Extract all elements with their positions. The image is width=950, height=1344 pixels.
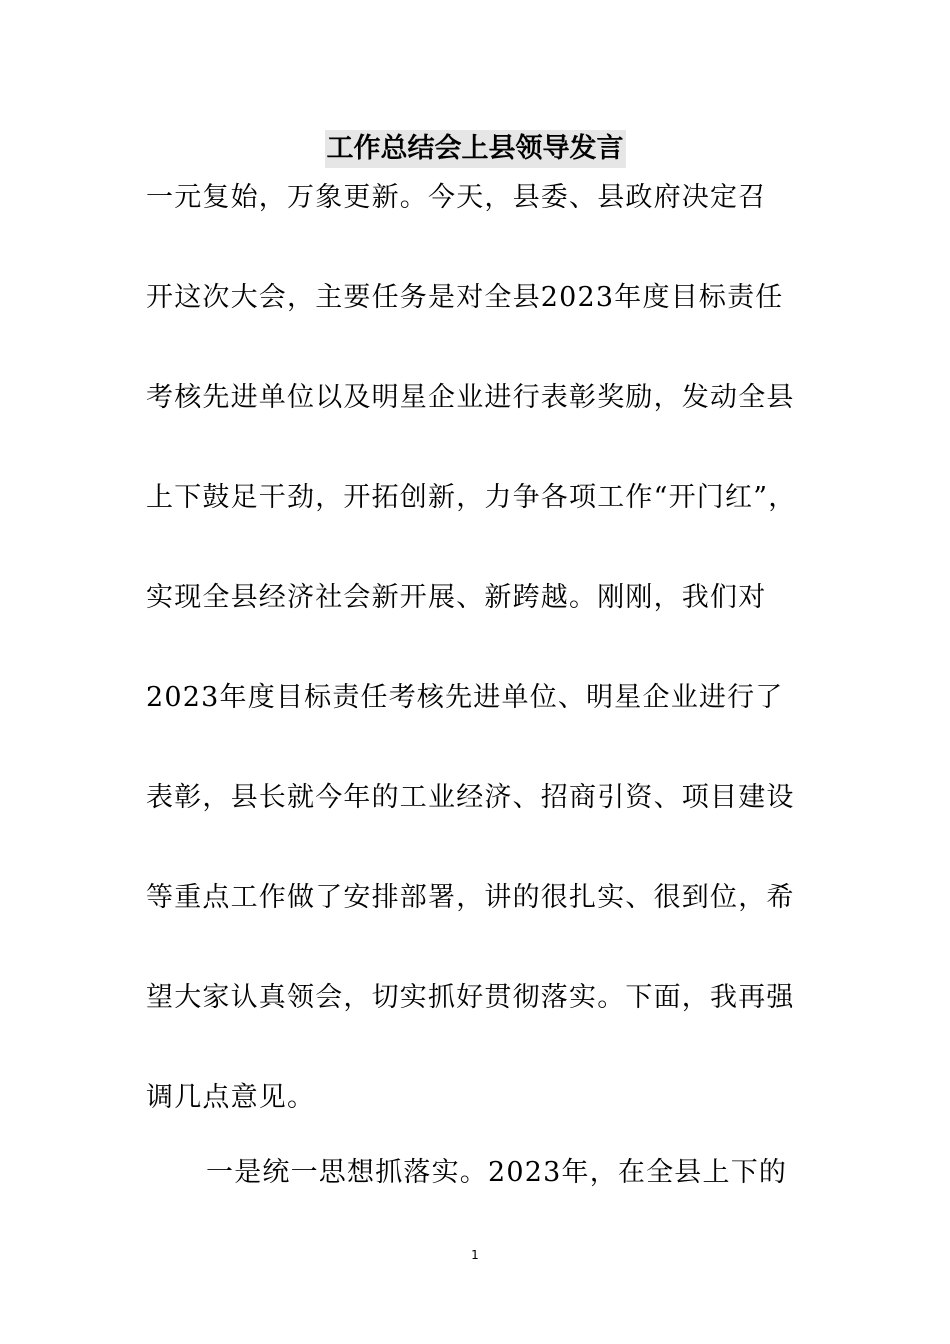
body-line-5: 实现全县经济社会新开展、新跨越。刚刚，我们对 bbox=[146, 582, 767, 613]
body-line-7: 表彰，县长就今年的工业经济、招商引资、项目建设 bbox=[146, 782, 795, 813]
body-line-1: 一元复始，万象更新。今天，县委、县政府决定召 bbox=[146, 182, 767, 213]
body-line-10: 调几点意见。 bbox=[146, 1082, 316, 1113]
body-line-11: 一是统一思想抓落实。2023年，在全县上下的 bbox=[206, 1157, 788, 1188]
page-number: 1 bbox=[471, 1248, 479, 1262]
body-line-9: 望大家认真领会，切实抓好贯彻落实。下面，我再强 bbox=[146, 982, 795, 1013]
body-line-6: 2023年度目标责任考核先进单位、明星企业进行了 bbox=[146, 682, 784, 713]
body-line-2: 开这次大会，主要任务是对全县2023年度目标责任 bbox=[146, 282, 784, 313]
body-line-4: 上下鼓足干劲，开拓创新，力争各项工作“开门红”， bbox=[146, 482, 797, 513]
body-line-8: 等重点工作做了安排部署，讲的很扎实、很到位，希 bbox=[146, 882, 795, 913]
body-line-3: 考核先进单位以及明星企业进行表彰奖励，发动全县 bbox=[146, 382, 795, 413]
document-title: 工作总结会上县领导发言 bbox=[325, 130, 626, 168]
title-container bbox=[0, 130, 950, 168]
